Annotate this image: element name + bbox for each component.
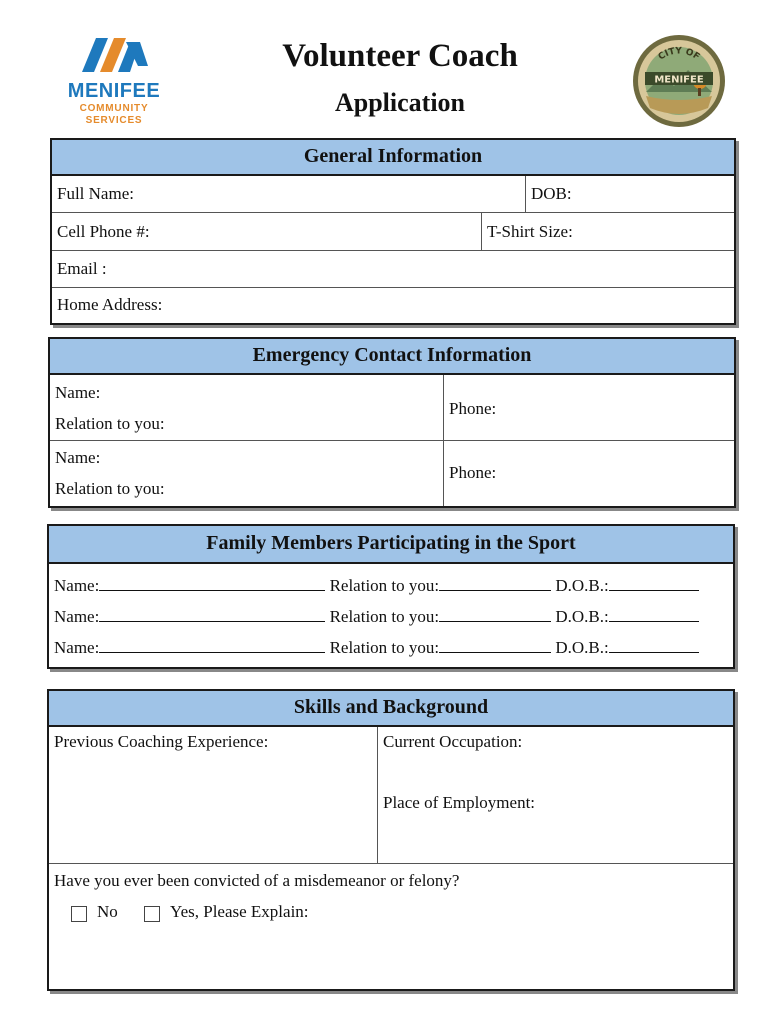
menifee-m-icon <box>82 36 148 76</box>
emergency-contact-row-2 <box>50 441 734 506</box>
family-dob-label: D.O.B.: <box>555 576 609 595</box>
home-address-field[interactable] <box>52 288 734 323</box>
skills-background-heading: Skills and Background <box>49 691 733 727</box>
general-row-phone <box>52 213 734 251</box>
cell-phone-label: Cell Phone #: <box>57 222 150 241</box>
tshirt-size-field[interactable] <box>481 213 734 250</box>
conviction-question: Have you ever been convicted of a misdemeanor or felony? <box>54 871 460 890</box>
family-name-label: Name: <box>54 638 100 657</box>
conviction-question-row <box>49 864 733 989</box>
logo-brand-name: MENIFEE <box>67 80 161 102</box>
full-name-field[interactable] <box>52 176 525 212</box>
family-dob-label: D.O.B.: <box>555 638 609 657</box>
family-dob-label: D.O.B.: <box>555 607 609 626</box>
cell-phone-field[interactable] <box>52 213 481 250</box>
dob-field[interactable] <box>525 176 734 212</box>
family-name-blank[interactable] <box>99 576 325 591</box>
email-field[interactable] <box>52 251 734 288</box>
emergency-contact-2-phone[interactable] <box>443 441 734 506</box>
logo-line-2: SERVICES <box>85 115 143 126</box>
emergency-contact-1-name-relation[interactable] <box>50 375 443 440</box>
family-name-blank[interactable] <box>99 607 325 622</box>
emergency-contact-section <box>48 337 736 508</box>
family-relation-blank[interactable] <box>439 638 551 653</box>
emergency-contact-1-phone[interactable] <box>443 375 734 440</box>
skills-row-experience <box>49 727 733 864</box>
family-relation-blank[interactable] <box>439 607 551 622</box>
contact-2-relation-label: Relation to you: <box>55 479 165 498</box>
family-name-label: Name: <box>54 576 100 595</box>
no-checkbox[interactable] <box>71 906 87 922</box>
general-information-heading: General Information <box>52 140 734 176</box>
contact-1-phone-label: Phone: <box>449 399 497 418</box>
full-name-label: Full Name: <box>57 184 134 203</box>
dob-label: DOB: <box>531 184 572 203</box>
family-dob-blank[interactable] <box>609 607 699 622</box>
place-of-employment-label: Place of Employment: <box>383 793 536 812</box>
tshirt-size-label: T-Shirt Size: <box>487 222 573 241</box>
seal-name-text: MENIFEE <box>654 74 704 86</box>
city-of-menifee-seal <box>632 34 726 128</box>
seal-top-text: CITY OF <box>656 46 702 63</box>
family-members-section <box>47 524 735 669</box>
family-relation-label: Relation to you: <box>329 576 440 595</box>
previous-coaching-field[interactable] <box>49 727 377 863</box>
family-name-blank[interactable] <box>99 638 325 653</box>
form-subtitle: Application <box>334 88 466 117</box>
contact-1-relation-label: Relation to you: <box>55 414 165 433</box>
form-title: Volunteer Coach <box>282 38 518 74</box>
menifee-community-services-logo <box>60 36 170 126</box>
family-dob-blank[interactable] <box>609 638 699 653</box>
family-member-row-3[interactable] <box>54 638 699 658</box>
no-label: No <box>97 902 118 921</box>
email-label: Email : <box>57 259 107 278</box>
family-relation-label: Relation to you: <box>329 638 440 657</box>
family-name-label: Name: <box>54 607 100 626</box>
emergency-contact-2-name-relation[interactable] <box>50 441 443 506</box>
family-relation-label: Relation to you: <box>329 607 440 626</box>
occupation-employment-field[interactable] <box>377 727 733 863</box>
family-members-heading: Family Members Participating in the Sport <box>49 526 733 564</box>
family-dob-blank[interactable] <box>609 576 699 591</box>
family-member-row-1[interactable] <box>54 576 699 596</box>
home-address-label: Home Address: <box>57 295 163 314</box>
family-member-row-2[interactable] <box>54 607 699 627</box>
contact-2-phone-label: Phone: <box>449 463 497 482</box>
emergency-contact-row-1 <box>50 375 734 441</box>
general-row-name <box>52 176 734 213</box>
emergency-contact-heading: Emergency Contact Information <box>50 339 734 375</box>
logo-line-1: COMMUNITY <box>79 103 149 114</box>
general-information-section <box>50 138 736 325</box>
current-occupation-label: Current Occupation: <box>383 732 523 751</box>
contact-2-name-label: Name: <box>55 448 101 467</box>
family-relation-blank[interactable] <box>439 576 551 591</box>
yes-explain-label: Yes, Please Explain: <box>170 902 309 921</box>
contact-1-name-label: Name: <box>55 383 101 402</box>
skills-background-section <box>47 689 735 991</box>
previous-coaching-label: Previous Coaching Experience: <box>54 732 269 751</box>
yes-checkbox[interactable] <box>144 906 160 922</box>
